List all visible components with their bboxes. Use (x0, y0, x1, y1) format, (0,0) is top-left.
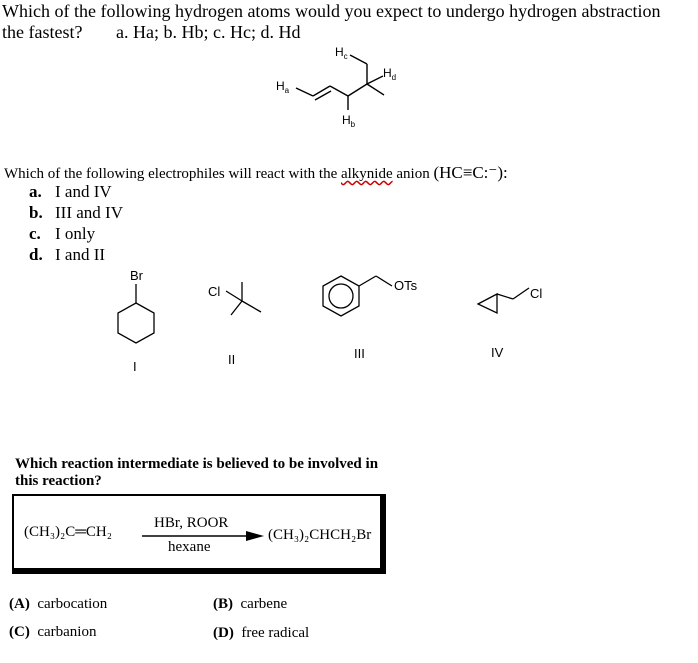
reaction-arrow-icon (140, 530, 270, 544)
q2-option-c[interactable] (29, 224, 95, 244)
structure-iii-label: OTs (394, 278, 418, 293)
structure-iv-label: Cl (530, 286, 543, 301)
label-ha: $H_a$ (276, 79, 290, 95)
q2-option-a-text: I and IV (55, 182, 112, 201)
product: (CH₃)₂CHCH₂Br (268, 527, 372, 543)
structure-ii-label: Cl (208, 284, 221, 299)
q3-answer-d[interactable] (213, 625, 309, 642)
q3-answer-c[interactable] (9, 624, 96, 641)
q3-answer-b-letter: (B) (213, 596, 233, 612)
q3-answer-d-text: free radical (241, 625, 310, 641)
q3-stem (15, 456, 378, 490)
q2-stem-formula: (HC≡C:⁻): (433, 163, 508, 182)
q2-stem (4, 163, 508, 183)
q3-answer-d-letter: (D) (213, 625, 234, 641)
structure-ii-numeral: II (228, 352, 236, 367)
q1-stem-line2: the fastest? (2, 22, 83, 42)
q1-molecule-structure (0, 0, 698, 140)
q2-option-c-letter: c. (29, 224, 41, 243)
q2-option-a[interactable] (29, 182, 112, 202)
structure-i-label: Br (130, 268, 143, 283)
q2-option-a-letter: a. (29, 182, 42, 201)
label-hb: $H_b$ (342, 113, 356, 129)
q2-option-d-text: I and II (55, 245, 106, 264)
q3-answer-a-letter: (A) (9, 596, 30, 612)
q1-skeleton (296, 55, 384, 110)
q3-stem-line1: Which reaction intermediate is believed to be involved in (15, 456, 379, 472)
q2-structures (0, 260, 698, 380)
q3-answer-a-text: carbocation (37, 596, 108, 612)
q2-stem-keyword: alkynide (340, 166, 393, 182)
q2-stem-pre: Which of the following electrophiles will react with the (4, 166, 341, 182)
q3-answer-b[interactable] (213, 596, 287, 613)
q2-option-d-letter: d. (29, 245, 43, 264)
structure-iii-numeral: III (354, 346, 365, 361)
q3-answer-a[interactable] (9, 596, 107, 613)
label-hc: $H_c$ (335, 45, 348, 61)
q3-answer-c-letter: (C) (9, 624, 30, 640)
q2-option-b[interactable] (29, 203, 123, 223)
q3-answer-b-text: carbene (240, 596, 288, 612)
q2-option-c-text: I only (55, 224, 96, 243)
reagent-top: HBr, ROOR (154, 515, 229, 531)
structure-i-numeral: I (133, 359, 137, 374)
q1-stem-line1: Which of the following hydrogen atoms would you expect to undergo hydrogen abstraction (2, 1, 661, 21)
q3-answer-c-text: carbanion (37, 624, 97, 640)
label-hd: $H_d$ (383, 66, 397, 82)
reagent-bottom: hexane (168, 539, 211, 555)
q3-stem-line2: this reaction? (15, 473, 102, 489)
structure-iv (478, 286, 542, 360)
reactant: (CH₃)₂C═CH₂ (24, 524, 112, 540)
q2-stem-post: anion (392, 166, 430, 182)
structure-ii (208, 282, 261, 367)
q2-option-b-text: III and IV (55, 203, 123, 222)
structure-iv-numeral: IV (491, 345, 504, 360)
structure-iii (323, 276, 418, 361)
structure-i (118, 268, 154, 374)
q2-option-b-letter: b. (29, 203, 43, 222)
q1-choices-text: a. Ha; b. Hb; c. Hc; d. Hd (116, 22, 301, 42)
